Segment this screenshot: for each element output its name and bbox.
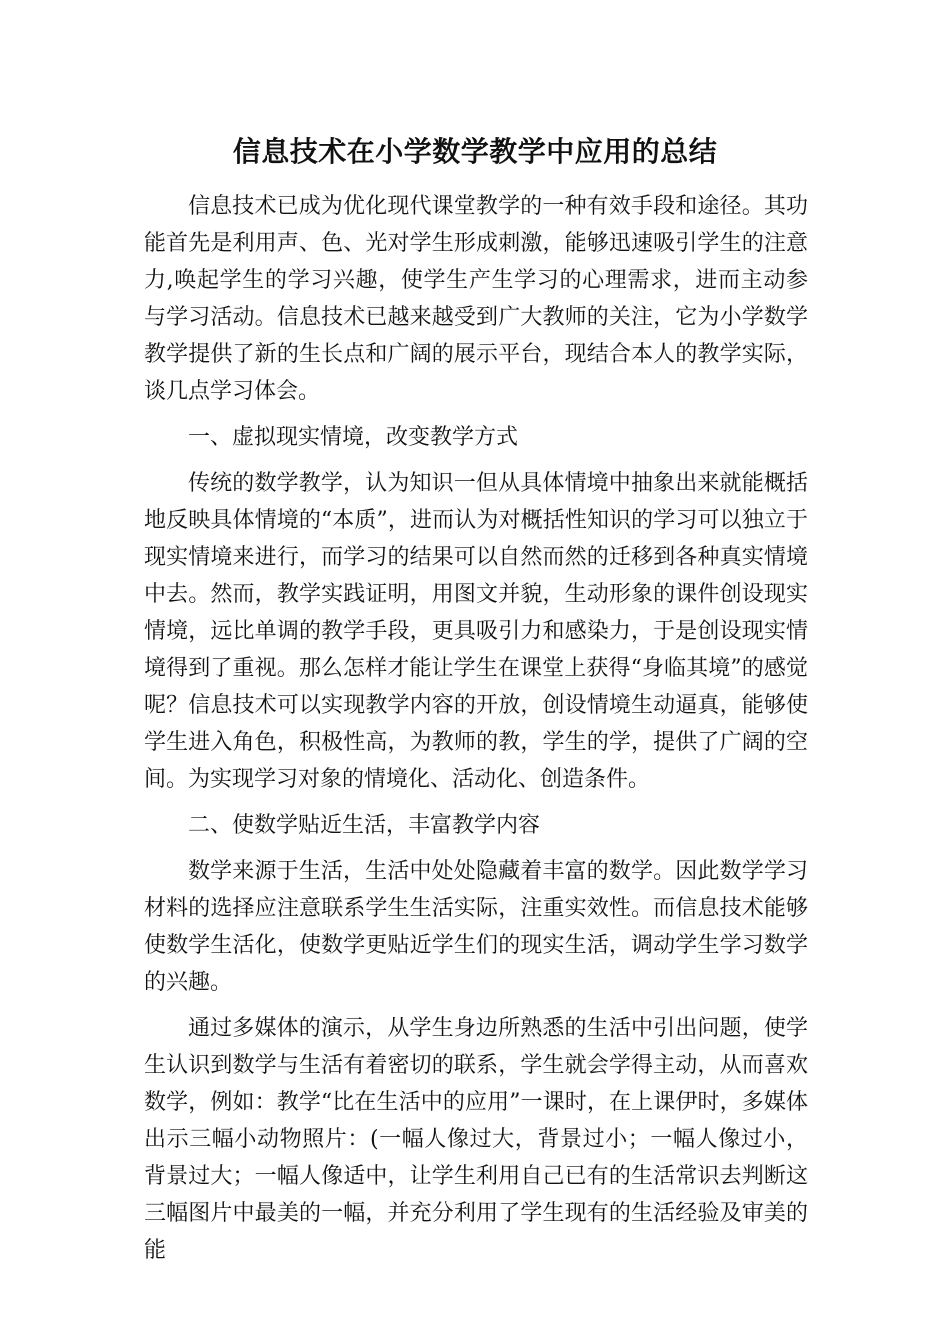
section-1-paragraph: 传统的数学教学，认为知识一但从具体情境中抽象出来就能概括地反映具体情境的“本质”，进而认为对概括性知识的学习可以独立于现实情境来进行，而学习的结果可以自然而然的迁移到各种真实情境中去。然而，教学实践证明，用图文并貌，生动形象的课件创设现实情境，远比单调的教学手段，更具吸引力和感染力，于是创设现实情境得到了重视。那么怎样才能让学生在课堂上获得“身临其境”的感觉呢？信息技术可以实现教学内容的开放，创设情境生动逼真，能够使学生进入角色，积极性高，为教师的教，学生的学，提供了广阔的空间。为实现学习对象的情境化、活动化、创造条件。 — [144, 471, 808, 792]
section-2-paragraph-2: 通过多媒体的演示，从学生身边所熟悉的生活中引出问题，使学生认识到数学与生活有着密切的联系，学生就会学得主动，从而喜欢数学，例如：教学“比在生活中的应用”一课时，在上课伊时，多媒体出示三幅小动物照片：(一幅人像过大，背景过小；一幅人像过小，背景过大；一幅人像适中，让学生利用自己已有的生活常识去判断这三幅图片中最美的一幅，并充分利用了学生现有的生活经验及审美的能 — [144, 1016, 808, 1263]
document-body — [144, 188, 808, 1278]
document-title: 信息技术在小学数学教学中应用的总结 — [232, 135, 718, 168]
section-2-paragraph-1: 数学来源于生活，生活中处处隐藏着丰富的数学。因此数学学习材料的选择应注意联系学生生活实际，注重实效性。而信息技术能够使数学生活化，使数学更贴近学生们的现实生活，调动学生学习数学的兴趣。 — [144, 859, 808, 995]
section-heading-2: 二、使数学贴近生活，丰富教学内容 — [188, 813, 541, 838]
intro-paragraph: 信息技术已成为优化现代课堂教学的一种有效手段和途径。其功能首先是利用声、色、光对学生形成刺激，能够迅速吸引学生的注意力,唤起学生的学习兴趣，使学生产生学习的心理需求，进而主动参与学习活动。信息技术已越来越受到广大教师的关注，它为小学数学教学提供了新的生长点和广阔的展示平台，现结合本人的教学实际，谈几点学习体会。 — [144, 194, 808, 404]
section-heading-1: 一、虚拟现实情境，改变教学方式 — [188, 425, 519, 450]
